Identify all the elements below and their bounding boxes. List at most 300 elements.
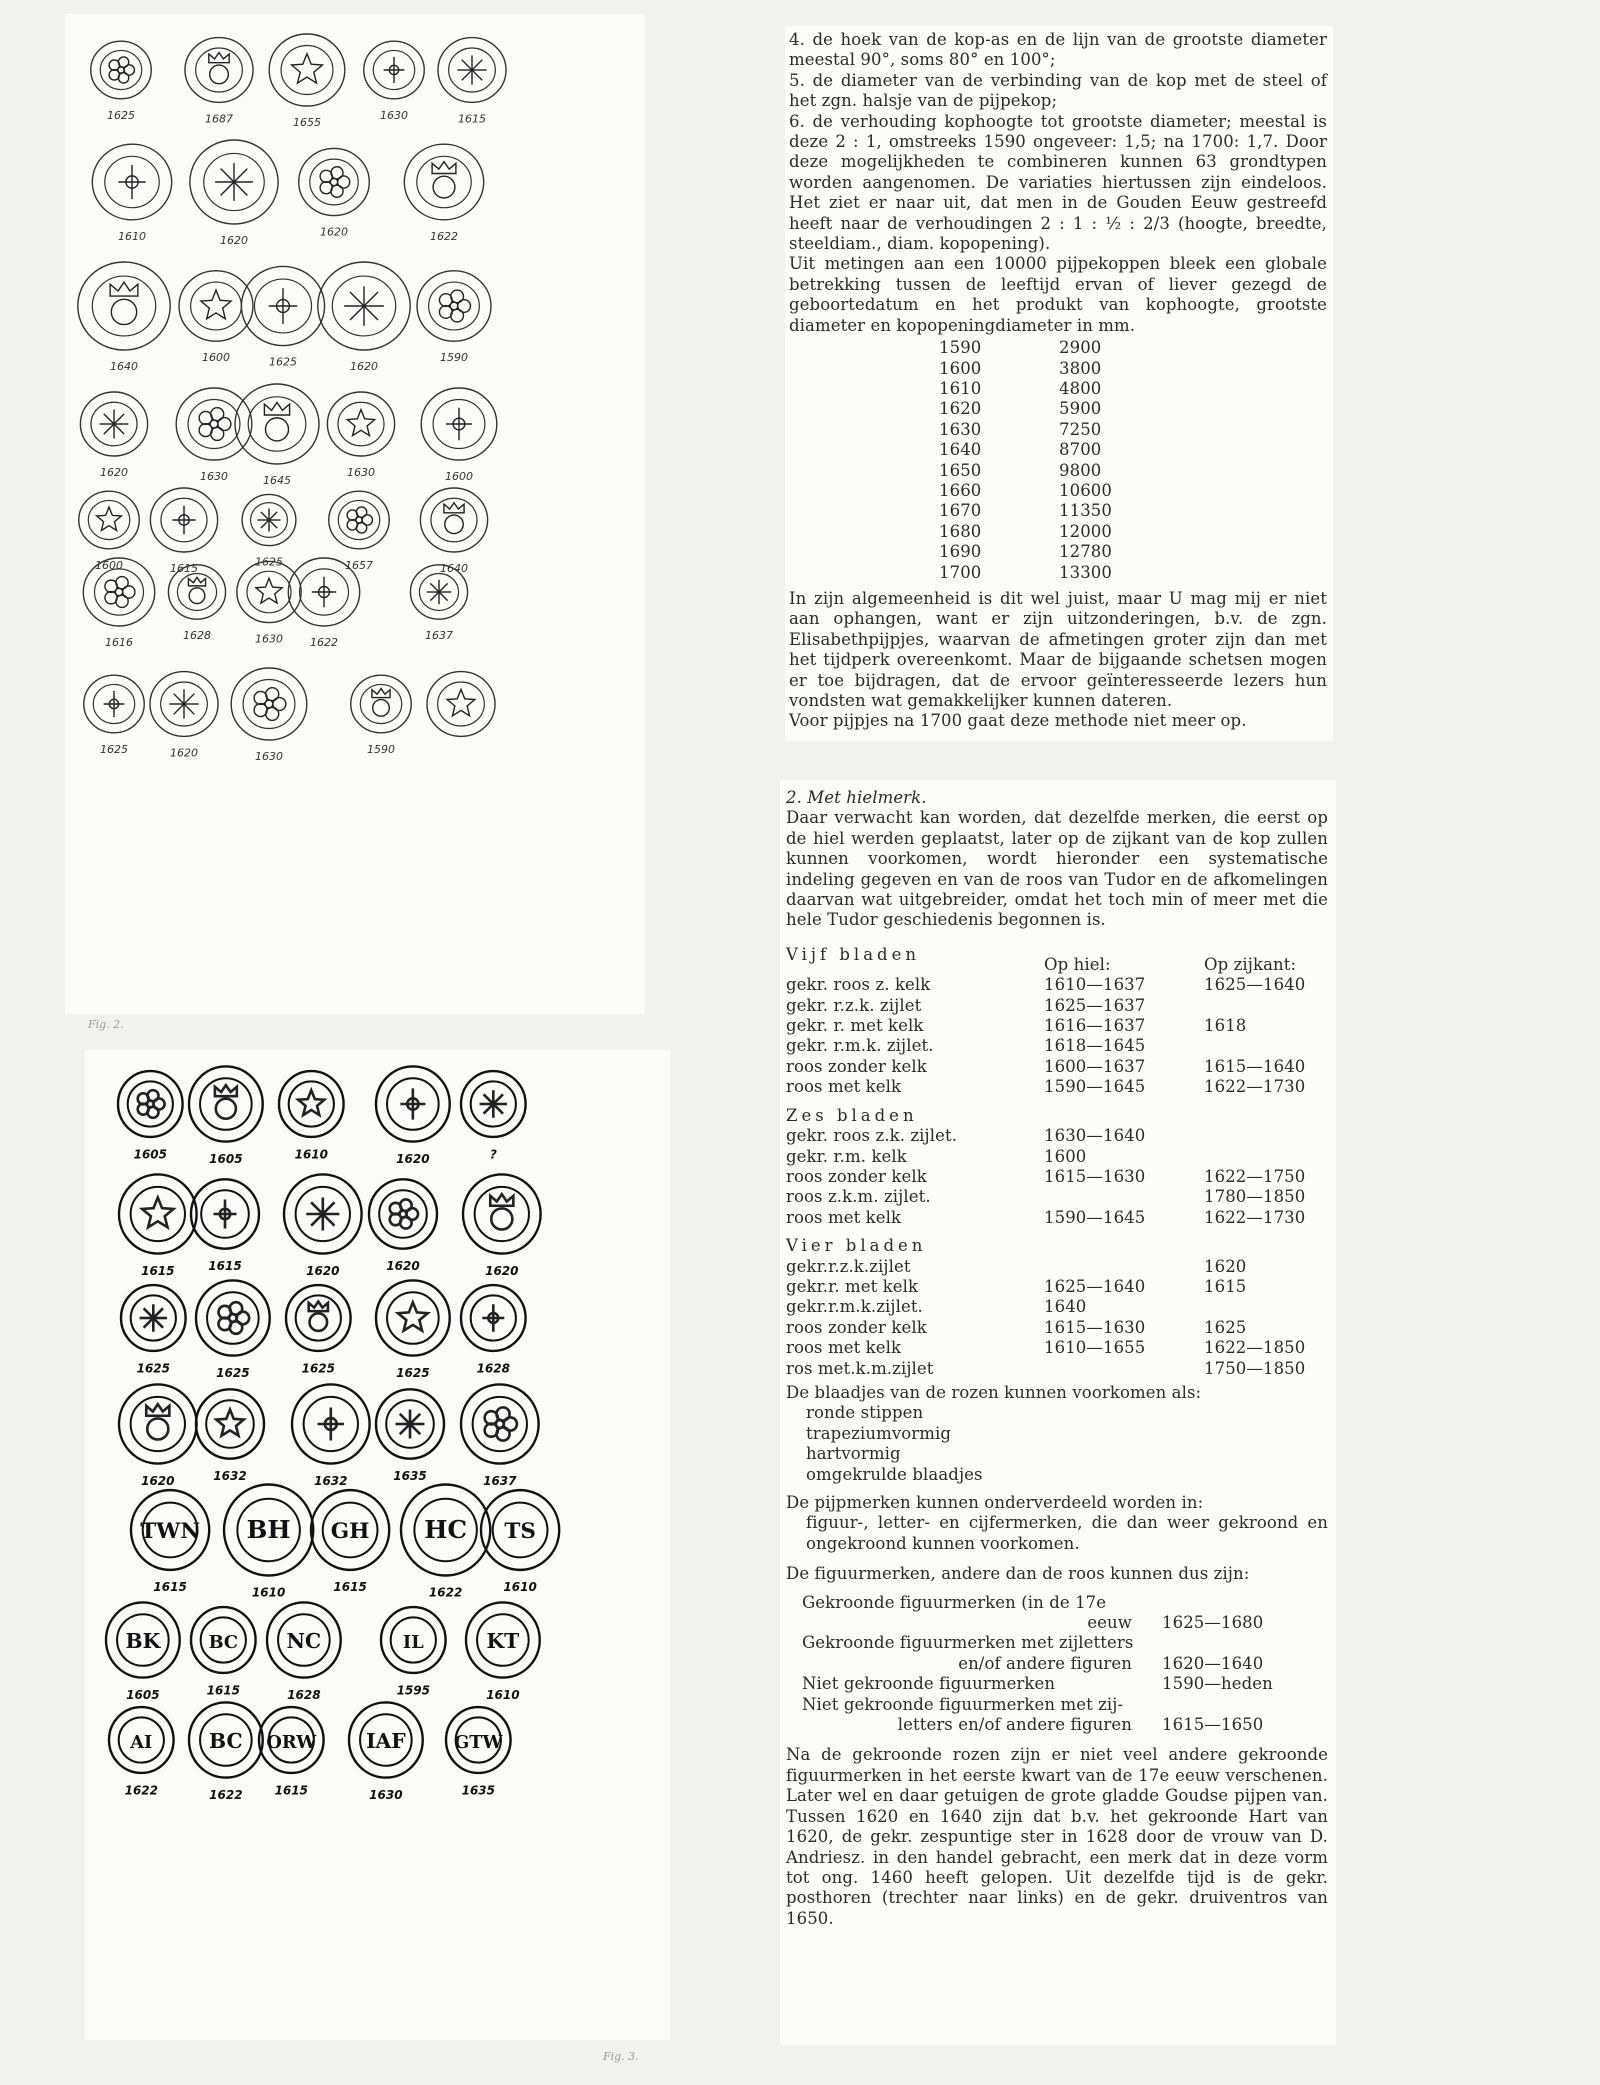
year-label: 1610 bbox=[294, 1147, 329, 1162]
year-cell: 1700 bbox=[939, 562, 982, 582]
side-period-cell: 1625—1640 bbox=[1204, 975, 1306, 995]
heel-period-cell bbox=[1044, 1359, 1204, 1379]
year-label: 1610 bbox=[486, 1687, 520, 1702]
side-period-cell: 1615—1640 bbox=[1204, 1056, 1306, 1076]
subdivision-intro: De pijpmerken kunnen onderverdeeld worden in: bbox=[786, 1493, 1204, 1512]
pipe-mark-sketch bbox=[420, 488, 487, 575]
pipe-mark-sketch bbox=[461, 1384, 539, 1487]
year-cell: 1680 bbox=[939, 521, 982, 541]
mark-letters: AI bbox=[130, 1732, 153, 1753]
year-label: 1630 bbox=[347, 466, 375, 479]
pipe-mark-sketch bbox=[349, 1702, 423, 1801]
pipe-mark-sketch bbox=[351, 675, 411, 756]
pipe-mark-sketch bbox=[237, 561, 301, 645]
figure-3-drawings bbox=[85, 1050, 670, 2040]
mark-type-cell: gekr. r. met kelk bbox=[786, 1016, 924, 1036]
pipe-mark-sketch bbox=[131, 1490, 209, 1594]
year-label: 1657 bbox=[345, 558, 373, 572]
mark-type-cell: gekr.r.m.k.zijlet. bbox=[786, 1297, 923, 1317]
petal-type-item: hartvormig bbox=[806, 1444, 901, 1464]
mark-border bbox=[188, 400, 240, 449]
mark-type-cell: gekr. roos z. kelk bbox=[786, 975, 931, 995]
mark-border bbox=[338, 500, 379, 539]
year-label: 1605 bbox=[209, 1151, 243, 1166]
product-cell: 12000 bbox=[1059, 521, 1112, 541]
pipe-mark-sketch bbox=[150, 488, 217, 575]
text-column-bottom bbox=[780, 780, 1336, 2045]
year-label: 1645 bbox=[263, 474, 291, 487]
mark-letters: KT bbox=[486, 1629, 520, 1653]
year-cell: 1610 bbox=[939, 378, 982, 398]
pipe-mark-sketch bbox=[78, 262, 170, 373]
figure-2-drawings bbox=[65, 14, 645, 1014]
side-period-cell: 1622—1850 bbox=[1204, 1338, 1306, 1358]
heel-period-cell: 1640 bbox=[1044, 1297, 1087, 1317]
figure-marks-table bbox=[802, 1593, 1322, 1736]
mark-border bbox=[473, 1397, 527, 1451]
mark-type-cell: roos zonder kelk bbox=[786, 1056, 927, 1076]
year-label: 1615 bbox=[208, 1259, 242, 1273]
measurement-row bbox=[939, 359, 1112, 379]
year-label: 1605 bbox=[126, 1687, 160, 1702]
figure-marks-intro: De figuurmerken, andere dan de roos kunnen dus zijn: bbox=[786, 1564, 1250, 1584]
year-label: 1640 bbox=[440, 562, 468, 575]
pipe-mark-sketch bbox=[376, 1280, 450, 1379]
mark-letters: TS bbox=[504, 1519, 536, 1544]
group-title: Zes bladen bbox=[786, 1105, 918, 1125]
pipe-mark-sketch bbox=[292, 1384, 370, 1487]
mark-border bbox=[429, 282, 480, 330]
mark-type-cell: roos zonder kelk bbox=[786, 1317, 927, 1337]
year-label: 1620 bbox=[350, 360, 378, 373]
pipe-mark-sketch bbox=[109, 1707, 174, 1797]
figure-mark-type bbox=[802, 1674, 1162, 1694]
figure-mark-row bbox=[802, 1674, 1322, 1694]
heel-period-cell: 1610—1637 bbox=[1044, 975, 1146, 995]
figure-mark-line1: Niet gekroonde figuurmerken bbox=[802, 1674, 1056, 1694]
pipe-mark-sketch bbox=[191, 1607, 256, 1697]
product-cell: 13300 bbox=[1059, 562, 1112, 582]
list-item-6: 6. de verhouding kophoogte tot grootste diameter; meestal is deze 2 : 1, omstreeks 1590 ongeveer: 1,5; na 1700: 1,7. Door deze mogelijkheden te combineren kunnen 63 grondtypen worden aangenomen. De variaties hiertussen zijn eindeloos. Het ziet er naar uit, dat men in de Gouden Eeuw gestreefd heeft naar de verhoudingen 2 : 1 : ½ : 2/3 (hoogte, breedte, steeldiam., diam. kopopening). bbox=[789, 111, 1327, 254]
pipe-mark-sketch bbox=[311, 1490, 389, 1594]
measurement-row bbox=[939, 399, 1112, 419]
side-period-cell bbox=[1204, 996, 1328, 1016]
group-header-row bbox=[786, 937, 1328, 975]
product-cell: 12780 bbox=[1059, 542, 1112, 562]
mark-type-cell: gekr. roos z.k. zijlet. bbox=[786, 1126, 958, 1146]
measurement-row bbox=[939, 379, 1112, 399]
year-label: 1625 bbox=[107, 108, 135, 122]
year-label: 1630 bbox=[380, 108, 408, 122]
pipe-mark-sketch bbox=[191, 1179, 259, 1273]
pipe-mark-sketch bbox=[84, 675, 144, 756]
year-label: 1622 bbox=[430, 229, 458, 243]
pipe-mark-sketch bbox=[438, 38, 506, 126]
mark-border bbox=[177, 574, 216, 611]
pipe-mark-sketch bbox=[267, 1602, 341, 1701]
pipe-mark-sketch bbox=[189, 1702, 263, 1801]
year-label: 1630 bbox=[369, 1787, 403, 1802]
figure-3-caption: Fig. 3. bbox=[603, 2050, 639, 2063]
petal-type-item: trapeziumvormig bbox=[806, 1423, 952, 1443]
mark-letters: GTW bbox=[454, 1732, 503, 1753]
measurement-row bbox=[939, 481, 1112, 501]
year-label: 1625 bbox=[396, 1365, 430, 1380]
side-period-cell bbox=[1204, 1297, 1328, 1317]
figure-mark-row bbox=[802, 1695, 1322, 1736]
pipe-mark-sketch bbox=[106, 1602, 180, 1701]
classification-row bbox=[786, 1318, 1328, 1338]
year-label: 1610 bbox=[118, 229, 146, 243]
year-cell: 1600 bbox=[939, 358, 982, 378]
mark-type-cell: roos met kelk bbox=[786, 1207, 902, 1227]
measurement-row bbox=[939, 420, 1112, 440]
side-period-cell: 1622—1730 bbox=[1204, 1207, 1306, 1227]
mark-letters: ORW bbox=[266, 1732, 317, 1753]
side-period-cell: 1618 bbox=[1204, 1016, 1247, 1036]
year-label: 1635 bbox=[461, 1783, 496, 1798]
year-cell: 1640 bbox=[939, 440, 982, 460]
mark-type-cell: gekr. r.m.k. zijlet. bbox=[786, 1036, 934, 1056]
year-label: 1637 bbox=[483, 1473, 517, 1488]
pipe-mark-sketch bbox=[318, 262, 410, 373]
mark-type-cell: gekr.r. met kelk bbox=[786, 1276, 919, 1296]
pipe-mark-sketch bbox=[329, 491, 389, 572]
measurement-row bbox=[939, 522, 1112, 542]
figure-mark-line1: Gekroonde figuurmerken (in de 17e bbox=[802, 1592, 1107, 1612]
mark-letters: IL bbox=[402, 1632, 424, 1653]
classification-row bbox=[786, 1187, 1328, 1207]
pipe-mark-sketch bbox=[80, 392, 147, 479]
mark-letters: BH bbox=[246, 1515, 291, 1544]
figure-mark-line1: Gekroonde figuurmerken met zijletters bbox=[802, 1633, 1134, 1653]
heel-period-cell bbox=[1044, 1187, 1204, 1207]
classification-row bbox=[786, 1257, 1328, 1277]
pipe-mark-sketch bbox=[364, 41, 424, 122]
year-label: 1610 bbox=[503, 1580, 537, 1595]
mark-border bbox=[243, 680, 295, 729]
year-label: 1620 bbox=[396, 1151, 430, 1166]
year-label: 1620 bbox=[170, 746, 198, 760]
mark-type-cell: roos met kelk bbox=[786, 1338, 902, 1358]
year-cell: 1690 bbox=[939, 542, 982, 562]
pipe-mark-sketch bbox=[179, 271, 253, 364]
figure-mark-line1: Niet gekroonde figuurmerken met zij- bbox=[802, 1694, 1124, 1714]
group-title: Vijf bladen bbox=[786, 944, 921, 964]
year-label: 1628 bbox=[287, 1687, 321, 1702]
side-period-cell: 1615 bbox=[1204, 1276, 1247, 1296]
year-label: 1616 bbox=[105, 636, 133, 649]
heel-period-cell: 1630—1640 bbox=[1044, 1126, 1146, 1146]
heel-outline bbox=[78, 262, 170, 350]
year-label: 1625 bbox=[136, 1361, 171, 1376]
section-heading: 2. Met hielmerk. bbox=[786, 788, 927, 807]
year-label: 1630 bbox=[200, 470, 228, 483]
heel-period-cell: 1610—1655 bbox=[1044, 1338, 1146, 1358]
heel-period-cell: 1615—1630 bbox=[1044, 1166, 1146, 1186]
year-label: 1620 bbox=[386, 1259, 420, 1273]
year-label: 1620 bbox=[220, 234, 248, 247]
year-label: 1615 bbox=[141, 1263, 175, 1278]
mark-type-cell: roos z.k.m. zijlet. bbox=[786, 1187, 931, 1207]
product-cell: 9800 bbox=[1059, 460, 1102, 480]
year-label: 1630 bbox=[255, 750, 283, 763]
pipe-mark-sketch bbox=[401, 1484, 490, 1599]
side-period-cell bbox=[1204, 1147, 1328, 1167]
figure-2-panel bbox=[65, 14, 645, 1014]
year-label: 1622 bbox=[310, 636, 338, 649]
mark-border bbox=[207, 1292, 259, 1344]
list-item-4: 4. de hoek van de kop-as en de lijn van de grootste diameter meestal 90°, soms 80° en 100°; bbox=[789, 30, 1327, 70]
mark-border bbox=[248, 397, 306, 451]
year-label: 1632 bbox=[314, 1473, 348, 1488]
pipe-mark-sketch bbox=[196, 1280, 270, 1379]
pipe-mark-sketch bbox=[196, 1389, 264, 1483]
heel-period-cell: 1625—1637 bbox=[1044, 995, 1146, 1015]
year-label: 1615 bbox=[458, 112, 486, 126]
side-period-cell: 1750—1850 bbox=[1204, 1358, 1306, 1378]
petals-intro: De blaadjes van de rozen kunnen voorkomen als: bbox=[786, 1382, 1202, 1402]
pipe-mark-sketch bbox=[190, 140, 278, 247]
pipe-mark-sketch bbox=[269, 34, 345, 129]
year-label: 1620 bbox=[141, 1473, 175, 1488]
classification-row bbox=[786, 1167, 1328, 1187]
mark-type-cell: ros met.k.m.zijlet bbox=[786, 1358, 934, 1378]
year-label: 1605 bbox=[133, 1147, 168, 1162]
pipe-mark-sketch bbox=[91, 41, 151, 122]
year-cell: 1590 bbox=[939, 338, 982, 358]
mark-border bbox=[128, 1081, 173, 1126]
figure-mark-type bbox=[802, 1695, 1162, 1736]
classification-row bbox=[786, 1036, 1328, 1056]
pipe-mark-sketch bbox=[150, 672, 218, 760]
mark-border bbox=[92, 276, 155, 336]
heel-period-cell bbox=[1044, 1257, 1204, 1277]
figure-mark-period: 1625—1680 bbox=[1162, 1613, 1264, 1633]
pipe-mark-sketch bbox=[92, 144, 171, 243]
measurement-table bbox=[939, 338, 1112, 583]
year-cell: 1670 bbox=[939, 501, 982, 521]
product-cell: 4800 bbox=[1059, 378, 1102, 398]
mark-letters: IAF bbox=[366, 1729, 406, 1753]
closing-paragraph: Voor pijpjes na 1700 gaat deze methode niet meer op. bbox=[789, 711, 1247, 731]
mark-border bbox=[100, 50, 141, 89]
heel-period-cell: 1625—1640 bbox=[1044, 1276, 1146, 1296]
year-label: 1622 bbox=[124, 1783, 159, 1798]
petals-list bbox=[786, 1403, 1328, 1485]
group-header-row bbox=[786, 1228, 1328, 1256]
year-label: 1625 bbox=[255, 555, 283, 569]
pipe-mark-sketch bbox=[369, 1179, 437, 1273]
figure-mark-type bbox=[802, 1593, 1162, 1634]
year-cell: 1650 bbox=[939, 460, 982, 480]
product-cell: 2900 bbox=[1059, 338, 1102, 358]
measurement-row bbox=[939, 563, 1112, 583]
product-cell: 7250 bbox=[1059, 419, 1102, 439]
mark-type-cell: gekr.r.z.k.zijlet bbox=[786, 1256, 911, 1276]
year-label: 1625 bbox=[301, 1361, 336, 1376]
figure-3-panel bbox=[85, 1050, 670, 2040]
mark-border bbox=[95, 569, 144, 615]
mark-letters: BK bbox=[125, 1629, 161, 1653]
heel-period-cell: 1616—1637 bbox=[1044, 1016, 1146, 1036]
classification-row bbox=[786, 996, 1328, 1016]
side-period-cell: 1625 bbox=[1204, 1317, 1247, 1337]
measurement-row bbox=[939, 338, 1112, 358]
mark-type-cell: roos zonder kelk bbox=[786, 1166, 927, 1186]
side-column-header: Op zijkant: bbox=[1204, 954, 1297, 974]
mark-type-cell: gekr. r.m. kelk bbox=[786, 1146, 907, 1166]
product-cell: 10600 bbox=[1059, 480, 1112, 500]
mark-letters: NC bbox=[286, 1629, 322, 1653]
pipe-mark-sketch bbox=[446, 1707, 511, 1797]
pipe-mark-sketch bbox=[381, 1607, 446, 1697]
conclusion-paragraph: In zijn algemeenheid is dit wel juist, maar U mag mij er niet aan ophangen, want er zijn uitzonderingen, b.v. de zgn. Elisabethpijpjes, waarvan de afmetingen groter zijn dan met het tijdperk overeenkomt. Maar de bijgaande schetsen mogen er toe bijdragen, dat de ervoor geïnteresseerde lezers hun vondsten wat gemakkelijker kunnen dateren. bbox=[789, 588, 1327, 710]
year-label: 1622 bbox=[209, 1787, 243, 1802]
side-period-cell: 1622—1750 bbox=[1204, 1166, 1306, 1186]
year-label: 1620 bbox=[306, 1263, 340, 1278]
heel-period-cell: 1590—1645 bbox=[1044, 1077, 1146, 1097]
side-period-cell: 1620 bbox=[1204, 1256, 1247, 1276]
classification-row bbox=[786, 1016, 1328, 1036]
petal-type-item: ronde stippen bbox=[806, 1403, 924, 1423]
pipe-mark-sketch bbox=[327, 392, 394, 479]
side-period-cell bbox=[1204, 1126, 1328, 1146]
year-label: 1625 bbox=[269, 355, 297, 369]
mark-border bbox=[310, 159, 358, 205]
heel-period-cell: 1618—1645 bbox=[1044, 1036, 1146, 1056]
year-label: 1628 bbox=[476, 1361, 511, 1376]
year-label: 1600 bbox=[95, 558, 123, 572]
pipe-mark-sketch bbox=[242, 494, 296, 568]
pipe-mark-sketch bbox=[376, 1389, 444, 1483]
heel-period-cell: 1600 bbox=[1044, 1146, 1087, 1166]
pipe-mark-sketch bbox=[461, 1071, 526, 1161]
classification-row bbox=[786, 1057, 1328, 1077]
figure-mark-period: 1590—heden bbox=[1162, 1674, 1273, 1694]
mark-type-cell: gekr. r.z.k. zijlet bbox=[786, 995, 922, 1015]
classification-row bbox=[786, 1208, 1328, 1228]
pipe-mark-sketch bbox=[118, 1071, 183, 1161]
classification-row bbox=[786, 975, 1328, 995]
year-label: 1622 bbox=[428, 1585, 463, 1600]
year-label: 1640 bbox=[110, 360, 138, 373]
pipe-mark-sketch bbox=[185, 38, 253, 126]
intro-paragraph: Daar verwacht kan worden, dat dezelfde merken, die eerst op de hiel werden geplaatst, later op de zijkant van de kop zullen kunnen voorkomen, wordt hieronder een systematische indeling gegeven en van de roos van Tudor en de afkomelingen daarvan wat uitgebreider, omdat het toch min of meer met die hele Tudor geschiedenis begonnen is. bbox=[786, 808, 1328, 930]
group-title: Vier bladen bbox=[786, 1236, 927, 1256]
pipe-mark-sketch bbox=[466, 1602, 540, 1701]
pipe-mark-sketch bbox=[417, 271, 491, 364]
mark-border bbox=[360, 684, 401, 723]
year-label: 1615 bbox=[274, 1783, 309, 1798]
pipe-mark-sketch bbox=[224, 1484, 313, 1599]
pipe-mark-sketch bbox=[176, 388, 252, 483]
year-label: ? bbox=[489, 1147, 497, 1162]
pipe-mark-sketch bbox=[404, 144, 483, 243]
product-cell: 3800 bbox=[1059, 358, 1102, 378]
pipe-mark-sketch bbox=[121, 1285, 186, 1375]
subdivision-text: figuur-, letter- en cijfermerken, die dan weer gekroond en ongekroond kunnen voorkomen. bbox=[806, 1513, 1328, 1553]
classification-row bbox=[786, 1297, 1328, 1317]
pipe-mark-sketch bbox=[481, 1490, 559, 1594]
figure-mark-line2: letters en/of andere figuren bbox=[897, 1715, 1132, 1735]
classification-groups bbox=[786, 937, 1328, 1379]
mark-border bbox=[196, 48, 243, 92]
year-label: 1637 bbox=[425, 629, 453, 643]
year-label: 1630 bbox=[255, 632, 283, 646]
year-label: 1620 bbox=[100, 466, 128, 479]
classification-row bbox=[786, 1277, 1328, 1297]
year-label: 1590 bbox=[440, 351, 468, 365]
pipe-mark-sketch bbox=[286, 1285, 351, 1375]
mark-border bbox=[431, 498, 477, 542]
measurement-row bbox=[939, 440, 1112, 460]
petal-type-item: omgekrulde blaadjes bbox=[806, 1464, 983, 1484]
product-cell: 11350 bbox=[1059, 501, 1112, 521]
list-item-5: 5. de diameter van de verbinding van de kop met de steel of het zgn. halsje van de pijpekop; bbox=[789, 70, 1327, 111]
year-label: 1615 bbox=[153, 1580, 187, 1595]
side-period-cell: 1780—1850 bbox=[1204, 1187, 1306, 1207]
year-label: 1687 bbox=[205, 112, 233, 126]
year-cell: 1630 bbox=[939, 419, 982, 439]
pipe-mark-sketch bbox=[461, 1285, 526, 1375]
figure-2-caption: Fig. 2. bbox=[88, 1018, 124, 1031]
mark-type-cell: roos met kelk bbox=[786, 1077, 902, 1097]
mark-letters: HC bbox=[424, 1515, 467, 1544]
pipe-mark-sketch bbox=[259, 1707, 324, 1797]
pipe-mark-sketch bbox=[376, 1066, 450, 1165]
pipe-mark-sketch bbox=[235, 384, 319, 487]
measurement-row bbox=[939, 542, 1112, 562]
figure-mark-line2: en/of andere figuren bbox=[958, 1653, 1132, 1673]
figure-mark-line2: eeuw bbox=[1087, 1613, 1132, 1633]
mark-border bbox=[379, 1190, 427, 1238]
year-label: 1625 bbox=[100, 742, 128, 756]
figure-mark-row bbox=[802, 1593, 1322, 1634]
measurement-row bbox=[939, 461, 1112, 481]
figure-mark-period: 1615—1650 bbox=[1162, 1715, 1264, 1735]
year-label: 1615 bbox=[206, 1683, 241, 1698]
year-label: 1600 bbox=[202, 351, 230, 365]
product-cell: 5900 bbox=[1059, 399, 1102, 419]
classification-row bbox=[786, 1126, 1328, 1146]
figure-mark-type bbox=[802, 1633, 1162, 1674]
mark-border bbox=[417, 156, 471, 207]
pipe-mark-sketch bbox=[279, 1071, 344, 1161]
mark-letters: BC bbox=[209, 1729, 243, 1753]
year-label: 1635 bbox=[393, 1469, 427, 1483]
year-cell: 1620 bbox=[939, 399, 982, 419]
classification-row bbox=[786, 1147, 1328, 1167]
year-label: 1610 bbox=[251, 1585, 286, 1600]
final-paragraph: Na de gekroonde rozen zijn er niet veel andere gekroonde figuurmerken in het eerste kwart van de 17e eeuw verschenen. Later wel en daar getuigen de grote gladde Goudse pijpen van. Tussen 1620 en 1640 zijn dat b.v. het gekroonde Hart van 1620, de gekr. zespuntige ster in 1628 door de vrouw van D. Andriesz. in den handel gebracht, een merk dat in deze vorm tot ong. 1460 heeft gelopen. Uit dezelfde tijd is de gekr. posthoren (trechter naar links) en de gekr. druiventros van 1650. bbox=[786, 1745, 1328, 1928]
year-cell: 1660 bbox=[939, 480, 982, 500]
year-label: 1595 bbox=[396, 1683, 431, 1698]
year-label: 1615 bbox=[170, 562, 198, 575]
side-period-cell: 1622—1730 bbox=[1204, 1077, 1306, 1097]
group-header-row bbox=[786, 1098, 1328, 1126]
heel-column-header: Op hiel: bbox=[1044, 954, 1111, 974]
text-column-top bbox=[785, 26, 1333, 741]
classification-row bbox=[786, 1338, 1328, 1358]
pipe-mark-sketch bbox=[463, 1174, 541, 1277]
pipe-mark-sketch bbox=[119, 1174, 197, 1277]
heel-period-cell: 1615—1630 bbox=[1044, 1317, 1146, 1337]
figure-mark-period: 1620—1640 bbox=[1162, 1653, 1264, 1673]
year-label: 1620 bbox=[485, 1263, 519, 1278]
classification-table bbox=[786, 937, 1328, 1379]
year-label: 1632 bbox=[213, 1469, 247, 1483]
